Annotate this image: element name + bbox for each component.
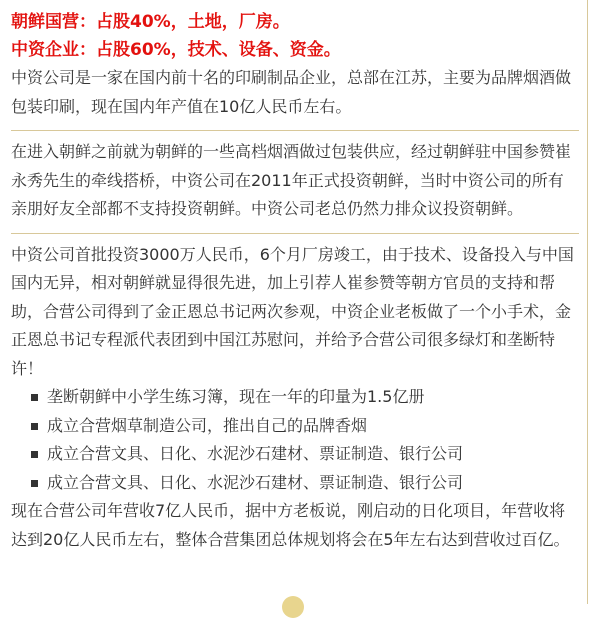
paragraph-closing: 现在合营公司年营收7亿人民币，据中方老板说，刚启动的日化项目，年营收将达到20亿人民币左右，整体合营集团总体规划将会在5年左右达到营收过百亿。 — [11, 501, 570, 549]
list-item — [11, 383, 579, 412]
bullet-icon — [31, 451, 38, 458]
list-item-text: 垄断朝鲜中小学生练习簿，现在一年的印量为1.5亿册 — [47, 387, 425, 406]
list-item — [11, 440, 579, 469]
page-badge-icon — [282, 596, 304, 618]
divider — [11, 233, 579, 234]
list-item — [11, 469, 579, 498]
bullet-icon — [31, 394, 38, 401]
divider — [11, 130, 579, 131]
bullet-icon — [31, 423, 38, 430]
highlight-chinese-stake: 中资企业：占股60%，技术、设备、资金。 — [11, 40, 341, 60]
list-item-text: 成立合营文具、日化、水泥沙石建材、票证制造、银行公司 — [47, 444, 464, 463]
paragraph-background: 在进入朝鲜之前就为朝鲜的一些高档烟酒做过包装供应，经过朝鲜驻中国参赞崔永秀先生的牵线搭桥，中资公司在2011年正式投资朝鲜，当时中资公司的所有亲朋好友全部都不支持投资朝鲜。中资公司老总仍然力排众议投资朝鲜。 — [11, 142, 572, 218]
list-item-text: 成立合营文具、日化、水泥沙石建材、票证制造、银行公司 — [47, 472, 464, 492]
paragraph-intro: 中资公司是一家在国内前十名的印刷制品企业，总部在江苏，主要为品牌烟酒做包装印刷，现在国内年产值在10亿人民币左右。 — [11, 68, 572, 116]
bullet-icon — [31, 480, 38, 487]
paragraph-investment: 中资公司首批投资3000万人民币，6个月厂房竣工，由于技术、设备投入与中国国内无异，相对朝鲜就显得很先进，加上引荐人崔参赞等朝方官员的支持和帮助，合营公司得到了金正恩总书记两次参观，中资企业老板做了一个小手术，金正恩总书记专程派代表团到中国江苏慰问，并给予合营公司很多绿灯和垄断特许！ — [11, 244, 574, 378]
list-item — [11, 412, 579, 441]
bullet-list — [11, 383, 579, 497]
list-item-text: 成立合营烟草制造公司，推出自己的品牌香烟 — [47, 415, 368, 435]
highlight-north-korea-stake: 朝鲜国营：占股40%，土地，厂房。 — [11, 12, 290, 32]
article-content — [11, 8, 579, 554]
